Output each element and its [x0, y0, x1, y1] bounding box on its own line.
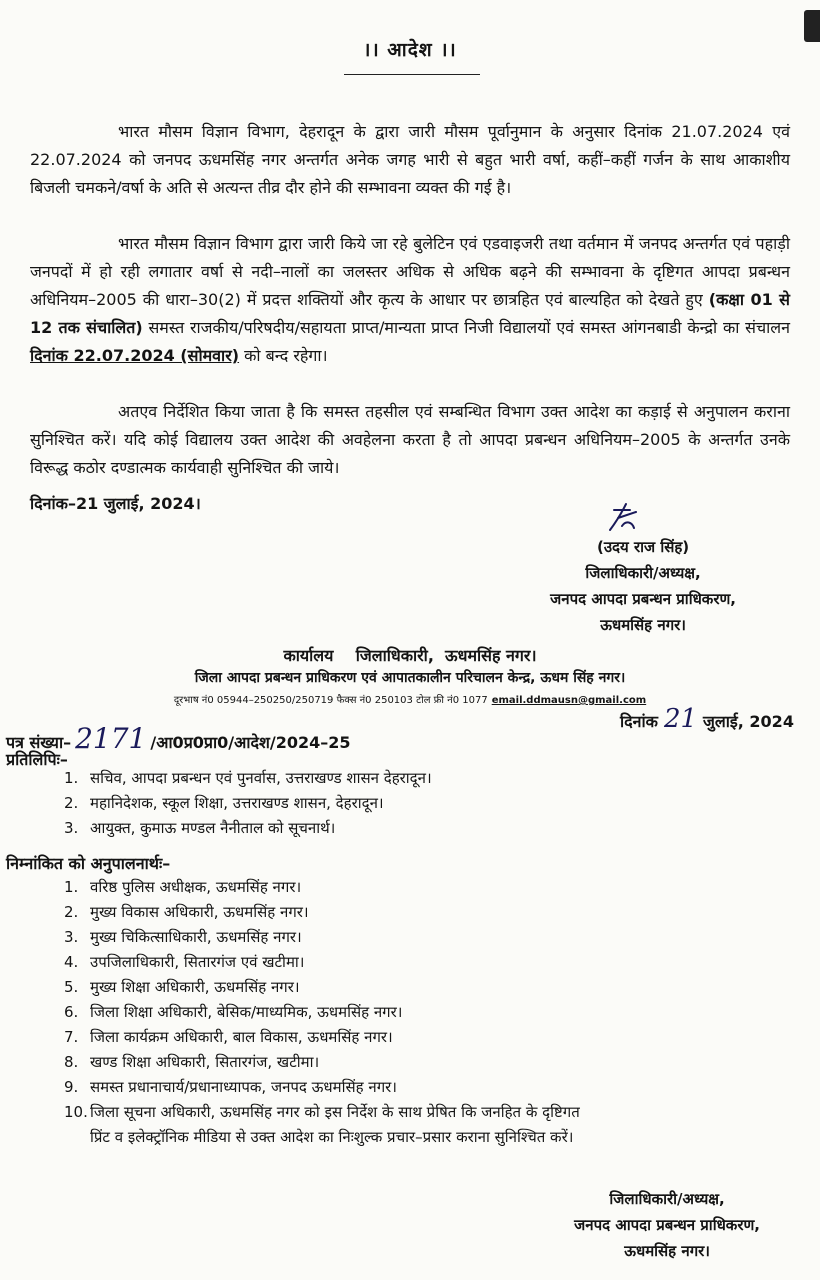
list-item: 4. उपजिलाधिकारी, सितारगंज एवं खटीमा। [64, 953, 305, 971]
closure-date: दिनांक 22.07.2024 (सोमवार) [30, 346, 240, 365]
list-item: 10. जिला सूचना अधिकारी, ऊधमसिंह नगर को इस निर्देश के साथ प्रेषित कि जनहित के दृष्टिगत प्रिंट व इलेक्ट्रॉनिक मीडिया से उक्त आदेश का निःशुल्क प्रचार–प्रसार कराना सुनिश्चित करें। [64, 1103, 580, 1146]
closure-text-2: समस्त राजकीय/परिषदीय/सहायता प्राप्त/मान्यता प्राप्त निजी विद्यालयों एवं समस्त आंगनबाडी केन्द्रो का संचालन [142, 318, 791, 337]
list-item: 2. महानिदेशक, स्कूल शिक्षा, उत्तराखण्ड शासन, देहरादून। [64, 794, 384, 812]
list-item: 5. मुख्य शिक्षा अधिकारी, ऊधमसिंह नगर। [64, 978, 300, 996]
closure-text-1: भारत मौसम विज्ञान विभाग द्वारा जारी किये जा रहे बुलेटिन एवं एडवाइजरी तथा वर्तमान में जनपद अन्तर्गत एवं पहाड़ी जनपदों में हो रही लगातार वर्षा से नदी–नालों का जलस्तर अधिक से अधिक बढ़ने की सम्भावना के दृष्टिगत आपदा प्रबन्धन अधिनियम–2005 की धारा–30(2) में प्रदत्त शक्तियों और कृत्य के आधार पर छात्रहित एवं बाल्यहित को देखते हुए [30, 234, 790, 309]
title-underline [344, 74, 480, 75]
list-item: 2. मुख्य विकास अधिकारी, ऊधमसिंह नगर। [64, 903, 309, 921]
list-item: 8. खण्ड शिक्षा अधिकारी, सितारगंज, खटीमा। [64, 1053, 320, 1071]
paragraph-school-closure [30, 230, 790, 370]
letter-date [620, 704, 794, 734]
office-heading: कार्यालय जिलाधिकारी, ऊधमसिंह नगर। [283, 646, 537, 665]
list-item: 9. समस्त प्रधानाचार्य/प्रधानाध्यापक, जनपद ऊधमसिंह नगर। [64, 1078, 397, 1096]
copy-to-heading: प्रतिलिपिः– [6, 750, 68, 769]
letter-date-rest: जुलाई, 2024 [703, 712, 794, 731]
footer-designation: जिलाधिकारी/अध्यक्ष, [609, 1190, 725, 1208]
footer-place: ऊधमसिंह नगर। [624, 1242, 710, 1260]
compliance-heading: निम्नांकित को अनुपालनार्थः– [6, 854, 171, 873]
order-title: ।। आदेश ।। [363, 39, 457, 61]
list-item: 1. सचिव, आपदा प्रबन्धन एवं पुनर्वास, उत्तराखण्ड शासन देहरादून। [64, 769, 432, 787]
list-item: 3. आयुक्त, कुमाऊ मण्डल नैनीताल को सूचनार्थ। [64, 819, 336, 837]
order-date: दिनांक–21 जुलाई, 2024। [30, 494, 201, 513]
list-item: 3. मुख्य चिकित्साधिकारी, ऊधमसिंह नगर। [64, 928, 302, 946]
footer-authority: जनपद आपदा प्रबन्धन प्राधिकरण, [574, 1216, 760, 1234]
contact-email: email.ddmausn@gmail.com [491, 695, 647, 706]
signatory-designation: जिलाधिकारी/अध्यक्ष, [585, 564, 701, 582]
closure-classes: (कक्षा 01 से 12 तक संचालित) [30, 290, 791, 337]
letter-date-handwritten: 21 [663, 704, 698, 734]
paragraph-compliance-directive: अतएव निर्देशित किया जाता है कि समस्त तहसील एवं सम्बन्धित विभाग उक्त आदेश का कड़ाई से अनुपालन कराना सुनिश्चित करें। यदि कोई विद्यालय उक्त आदेश की अवहेलना करता है तो आपदा प्रबन्धन अधिनियम–2005 के अन्तर्गत उनके विरूद्ध कठोर दण्डात्मक कार्यवाही सुनिश्चित की जाये। [30, 402, 790, 477]
list-item: 1. वरिष्ठ पुलिस अधीक्षक, ऊधमसिंह नगर। [64, 878, 302, 896]
signatory-place: ऊधमसिंह नगर। [600, 616, 686, 634]
letter-date-label: दिनांक [620, 712, 658, 731]
closure-text-3: को बन्द रहेगा। [239, 346, 328, 365]
list-item: 6. जिला शिक्षा अधिकारी, बेसिक/माध्यमिक, ऊधमसिंह नगर। [64, 1003, 403, 1021]
signatory-authority: जनपद आपदा प्रबन्धन प्राधिकरण, [550, 590, 736, 608]
signatory-name: (उदय राज सिंह) [596, 538, 690, 556]
signature-block [550, 534, 736, 638]
contact-phones: दूरभाष नं0 05944–250250/250719 फैक्स नं0 250103 टोल फ्री नं0 1077 [173, 695, 488, 706]
letter-reference: /आ0प्र0प्रा0/आदेश/2024–25 [150, 733, 351, 752]
compliance-list [64, 875, 720, 1150]
office-subheading: जिला आपदा प्रबन्धन प्राधिकरण एवं आपातकालीन परिचालन केन्द्र, ऊधम सिंह नगर। [194, 670, 626, 686]
list-item: 7. जिला कार्यक्रम अधिकारी, बाल विकास, ऊधमसिंह नगर। [64, 1028, 393, 1046]
handwritten-signature [604, 500, 644, 536]
footer-signature-block [574, 1186, 760, 1264]
letter-number-handwritten: 2171 [75, 722, 147, 755]
paragraph-weather-forecast: भारत मौसम विज्ञान विभाग, देहरादून के द्वारा जारी मौसम पूर्वानुमान के अनुसार दिनांक 21.07.2024 एवं 22.07.2024 को जनपद ऊधमसिंह नगर अन्तर्गत अनेक जगह भारी से बहुत भारी वर्षा, कहीं–कहीं गर्जन के साथ आकाशीय बिजली चमकने/वर्षा के अति से अत्यन्त तीव्र दौर होने की सम्भावना व्यक्त की गई है। [30, 122, 790, 197]
letter-number-label: पत्र संख्या– [6, 733, 72, 752]
copy-to-list [64, 766, 432, 841]
